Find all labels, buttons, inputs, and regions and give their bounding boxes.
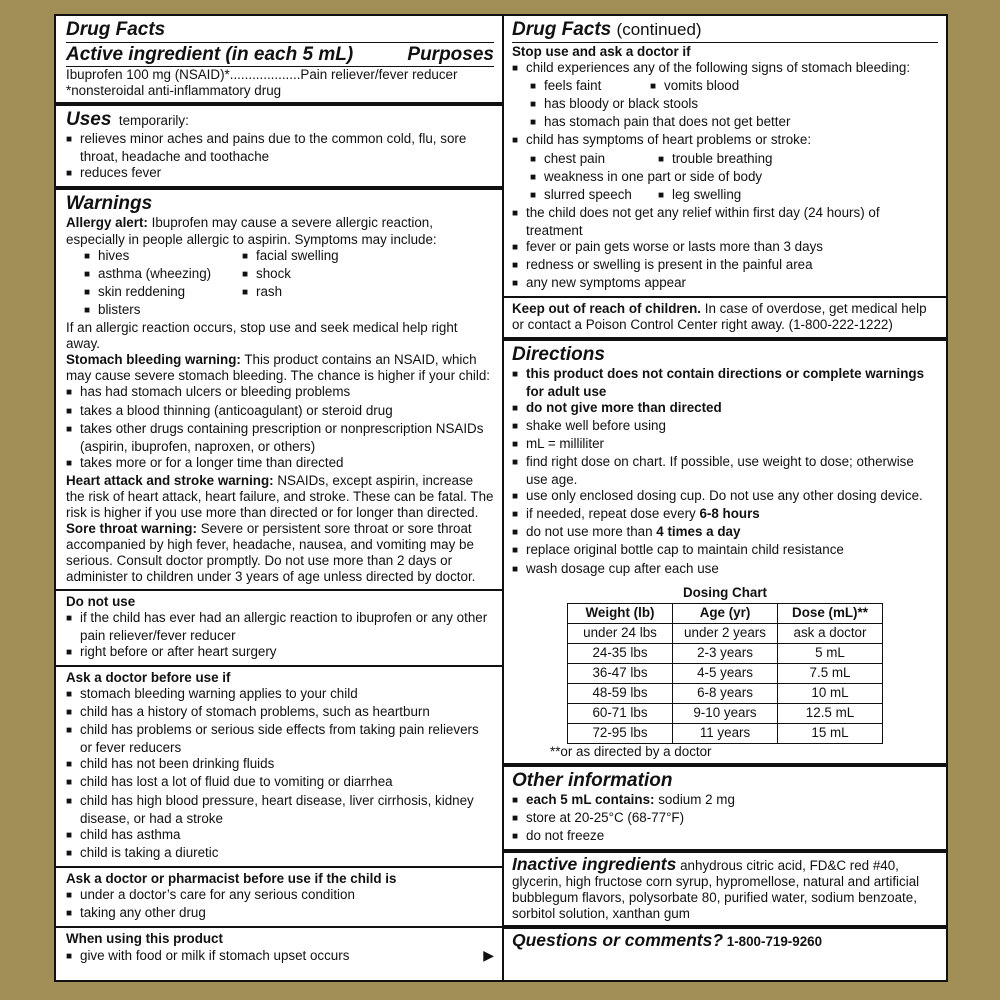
contains-text: sodium 2 mg	[658, 791, 735, 807]
list-item: ■ child has asthma	[66, 827, 494, 845]
list-item: ■ shake well before using	[512, 418, 938, 436]
warnings-section	[56, 186, 502, 588]
list-item: ■ store at 20-25°C (68-77°F)	[512, 810, 938, 828]
table-header-row	[568, 603, 883, 623]
table-row	[568, 663, 883, 683]
drug-facts-title-right: Drug Facts	[512, 19, 612, 40]
dosing-chart-table	[567, 603, 883, 744]
uses-heading: Uses	[66, 109, 112, 131]
list-item: ■ vomits blood	[650, 78, 938, 96]
inactive-ingredients-heading: Inactive ingredients	[512, 854, 677, 875]
active-ingredient-heading: Active ingredient (in each 5 mL)	[66, 44, 354, 65]
bleeding-signs	[512, 78, 938, 96]
list-item: ■ child has high blood pressure, heart disease, liver cirrhosis, kidney disease, or had a stroke	[66, 793, 494, 827]
list-item: ■ give with food or milk if stomach upset occurs	[66, 948, 349, 966]
inactive-ingredients-text: anhydrous citric acid, FD&C red #40, glycerin, high fructose corn syrup, hypromellose, natural and artificial bubblegum flavors, polysorbate 80, purified water, sodium benzoate, sorbitol solution, xanthan gum	[512, 858, 920, 922]
list-item: ■ rash	[242, 284, 494, 302]
heart-warning-text: NSAIDs, except aspirin, increase the risk of heart attack, heart failure, and stroke. These can be fatal. The risk is higher if you use more than directed or for longer than directed.	[66, 472, 494, 521]
allergy-alert-text: Ibuprofen may cause a severe allergic reaction, especially in people allergic to aspirin. Symptoms may include:	[66, 215, 437, 247]
stop-use-heading: Stop use and ask a doctor if	[512, 44, 691, 59]
list-item: ■ leg swelling	[658, 187, 938, 205]
table-row	[568, 723, 883, 743]
list-item: ■ stomach bleeding warning applies to your child	[66, 686, 494, 704]
stop-use-section	[502, 16, 946, 296]
direction-bold: 4 times a day	[656, 524, 741, 540]
list-item: ■ child has lost a lot of fluid due to vomiting or diarrhea	[66, 774, 494, 792]
drug-facts-panel	[54, 14, 948, 982]
column-header: Age (yr)	[673, 603, 778, 623]
heart-warning-label: Heart attack and stroke warning:	[66, 472, 274, 488]
dosing-chart-title: Dosing Chart	[682, 584, 768, 600]
list-item: ■ child has not been drinking fluids	[66, 756, 494, 774]
other-information-section	[502, 763, 946, 849]
table-cell: 5 mL	[778, 643, 883, 663]
list-item	[512, 792, 938, 810]
list-item: ■ hives	[84, 248, 242, 266]
list-item: ■ skin reddening	[84, 284, 242, 302]
directions-heading: Directions	[512, 343, 605, 365]
table-cell: 60-71 lbs	[568, 703, 673, 723]
list-item: ■ if the child has ever had an allergic reaction to ibuprofen or any other pain reliever/fever reducer	[66, 610, 494, 644]
questions-phone: 1-800-719-9260	[726, 934, 823, 950]
heart-signs-2	[512, 187, 938, 205]
allergy-alert-label: Allergy alert:	[66, 215, 148, 231]
contains-label: each 5 mL contains:	[526, 791, 655, 807]
ask-pharmacist-heading: Ask a doctor or pharmacist before use if the child is	[66, 870, 397, 886]
stomach-warning-label: Stomach bleeding warning:	[66, 352, 241, 368]
continued-label: (continued)	[616, 20, 702, 39]
list-item: ■ slurred speech	[530, 187, 658, 205]
list-item: ■ mL = milliliter	[512, 436, 938, 454]
table-cell: 24-35 lbs	[568, 643, 673, 663]
list-item: ■ under a doctor’s care for any serious condition	[66, 887, 494, 905]
ask-doctor-heading: Ask a doctor before use if	[66, 669, 231, 685]
table-cell: 10 mL	[778, 683, 883, 703]
table-cell: 48-59 lbs	[568, 683, 673, 703]
list-item: ■ this product does not contain directions or complete warnings for adult use	[512, 366, 938, 400]
table-row	[568, 643, 883, 663]
list-item: ■ relieves minor aches and pains due to the common cold, flu, sore throat, headache and toothache	[66, 131, 494, 165]
direction-bold: 6-8 hours	[699, 506, 760, 522]
list-item: ■ trouble breathing	[658, 151, 938, 169]
table-cell: under 24 lbs	[568, 623, 673, 643]
list-item	[512, 506, 938, 524]
do-not-use-heading: Do not use	[66, 593, 136, 609]
table-cell: under 2 years	[673, 623, 778, 643]
questions-heading: Questions or comments?	[512, 930, 724, 951]
table-cell: 12.5 mL	[778, 703, 883, 723]
list-item: ■ fever or pain gets worse or lasts more than 3 days	[512, 239, 938, 257]
list-item: ■ find right dose on chart. If possible, use weight to dose; otherwise use age.	[512, 454, 938, 488]
list-item: ■ any new symptoms appear	[512, 275, 938, 293]
list-item: ■ takes more or for a longer time than directed	[66, 455, 494, 473]
keep-out-section	[502, 296, 946, 336]
when-using-heading: When using this product	[66, 931, 223, 947]
stomach-warning-text: This product contains an NSAID, which may cause severe stomach bleeding. The chance is higher if your child:	[66, 352, 491, 384]
list-item: ■ child is taking a diuretic	[66, 845, 494, 863]
ask-doctor-section	[56, 665, 502, 866]
dosing-chart-footnote: **or as directed by a doctor	[550, 743, 712, 759]
list-item: ■ feels faint	[530, 78, 650, 96]
table-row	[568, 703, 883, 723]
ask-pharmacist-section	[56, 866, 502, 926]
list-item: ■ child has symptoms of heart problems or stroke:	[512, 132, 938, 150]
table-cell: 7.5 mL	[778, 663, 883, 683]
list-item: ■ takes other drugs containing prescription or nonprescription NSAIDs (aspirin, ibuprofen, naproxen, or others)	[66, 421, 494, 455]
list-item: ■ the child does not get any relief within first day (24 hours) of treatment	[512, 205, 938, 239]
list-item: ■ do not give more than directed	[512, 400, 938, 418]
table-row	[568, 683, 883, 703]
questions-section	[502, 925, 946, 953]
column-header: Dose (mL)**	[778, 603, 883, 623]
do-not-use-section	[56, 589, 502, 665]
table-cell: 9-10 years	[673, 703, 778, 723]
uses-section	[56, 102, 502, 186]
list-item: ■ takes a blood thinning (anticoagulant) or steroid drug	[66, 403, 494, 421]
table-cell: 4-5 years	[673, 663, 778, 683]
list-item: ■ blisters	[84, 302, 242, 320]
list-item: ■ shock	[242, 266, 494, 284]
list-item: ■ wash dosage cup after each use	[512, 561, 938, 579]
drug-facts-continued-title	[512, 19, 938, 43]
throat-warning-text: Severe or persistent sore throat or sore throat accompanied by high fever, headache, nausea, and vomiting may be serious. Consult doctor promptly. Do not use more than 2 days or administer to children under 3 years of age unless directed by doctor.	[66, 521, 476, 585]
heart-signs-1	[512, 151, 938, 169]
list-item: ■ replace original bottle cap to maintain child resistance	[512, 542, 938, 560]
uses-intro: temporarily:	[118, 113, 189, 129]
list-item: ■ has bloody or black stools	[512, 96, 938, 114]
other-information-heading: Other information	[512, 769, 673, 791]
list-item: ■ reduces fever	[66, 165, 494, 183]
throat-warning	[66, 521, 494, 585]
table-cell: 2-3 years	[673, 643, 778, 663]
active-ingredient-section	[56, 16, 502, 102]
when-using-section	[56, 926, 502, 969]
list-item	[512, 524, 938, 542]
allergy-after-text: If an allergic reaction occurs, stop use and seek medical help right away.	[66, 320, 458, 352]
when-using-row	[66, 947, 494, 966]
list-item: ■ asthma (wheezing)	[84, 266, 242, 284]
list-item: ■ facial swelling	[242, 248, 494, 266]
table-cell: 15 mL	[778, 723, 883, 743]
list-item: ■ child has problems or serious side effects from taking pain relievers or fever reducers	[66, 722, 494, 756]
directions-section	[502, 337, 946, 763]
list-item: ■ redness or swelling is present in the painful area	[512, 257, 938, 275]
list-item: ■ right before or after heart surgery	[66, 644, 494, 662]
stomach-warning	[66, 352, 494, 384]
active-ingredient-line: Ibuprofen 100 mg (NSAID)*...................Pain reliever/fever reducer	[66, 66, 494, 83]
table-cell: 6-8 years	[673, 683, 778, 703]
inactive-ingredients-section	[502, 849, 946, 925]
heart-warning	[66, 473, 494, 521]
warnings-heading: Warnings	[66, 193, 153, 215]
drug-facts-title: Drug Facts	[66, 19, 494, 43]
list-item: ■ has had stomach ulcers or bleeding problems	[66, 384, 494, 402]
keep-out-text: In case of overdose, get medical help or contact a Poison Control Center right away. (1-800-222-1222)	[512, 301, 927, 333]
keep-out-label: Keep out of reach of children.	[512, 301, 701, 317]
table-cell: 36-47 lbs	[568, 663, 673, 683]
throat-warning-label: Sore throat warning:	[66, 521, 197, 537]
nsaid-footnote: *nonsteroidal anti-inflammatory drug	[66, 83, 282, 99]
direction-text: if needed, repeat dose every	[526, 506, 700, 522]
list-item: ■ chest pain	[530, 151, 658, 169]
column-header: Weight (lb)	[568, 603, 673, 623]
list-item: ■ use only enclosed dosing cup. Do not use any other dosing device.	[512, 488, 938, 506]
allergy-alert	[66, 215, 494, 247]
left-column	[56, 16, 504, 980]
list-item: ■ child has a history of stomach problems, such as heartburn	[66, 704, 494, 722]
right-column	[502, 16, 946, 980]
list-item: ■ child experiences any of the following signs of stomach bleeding:	[512, 60, 938, 78]
allergy-symptoms	[66, 248, 494, 320]
continue-arrow-icon: ▶	[483, 947, 494, 964]
table-row	[568, 623, 883, 643]
table-cell: 11 years	[673, 723, 778, 743]
table-cell: ask a doctor	[778, 623, 883, 643]
list-item: ■ do not freeze	[512, 828, 938, 846]
list-item: ■ taking any other drug	[66, 905, 494, 923]
active-ingredient-header	[66, 44, 494, 66]
list-item: ■ has stomach pain that does not get better	[512, 114, 938, 132]
direction-text: do not use more than	[526, 524, 657, 540]
list-item: ■ weakness in one part or side of body	[512, 169, 938, 187]
table-cell: 72-95 lbs	[568, 723, 673, 743]
purposes-heading: Purposes	[407, 44, 494, 65]
